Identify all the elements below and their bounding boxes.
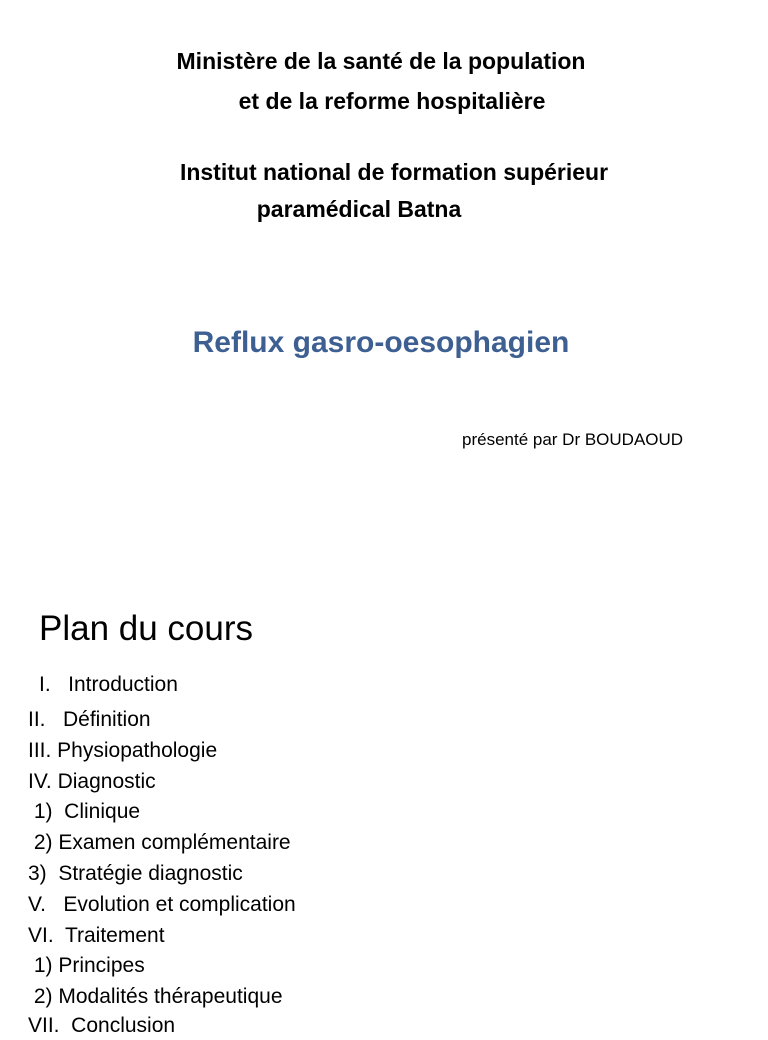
- plan-heading: Plan du cours: [39, 609, 254, 648]
- plan-item: VII. Conclusion: [28, 1014, 176, 1037]
- plan-item: 1) Principes: [28, 954, 145, 977]
- ministry-heading-line-2: et de la reforme hospitalière: [238, 88, 546, 114]
- institute-heading-line-1: Institut national de formation supérieur: [179, 159, 609, 185]
- ministry-heading-line-1: Ministère de la santé de la population: [176, 48, 586, 74]
- plan-item: 1) Clinique: [28, 800, 141, 823]
- plan-item: VI. Traitement: [28, 924, 165, 947]
- plan-item: V. Evolution et complication: [28, 893, 296, 916]
- institute-heading-line-2: paramédical Batna: [256, 196, 462, 222]
- presenter-credit: présenté par Dr BOUDAOUD: [462, 430, 684, 449]
- plan-item: 2) Modalités thérapeutique: [28, 985, 283, 1008]
- presentation-title: Reflux gasro-oesophagien: [192, 326, 570, 359]
- plan-item: 2) Examen complémentaire: [28, 831, 291, 854]
- plan-item: III. Physiopathologie: [28, 739, 218, 762]
- plan-item: 3) Stratégie diagnostic: [28, 862, 243, 885]
- plan-item: I. Introduction: [39, 673, 178, 696]
- plan-item: II. Définition: [28, 708, 151, 731]
- plan-item: IV. Diagnostic: [28, 770, 156, 793]
